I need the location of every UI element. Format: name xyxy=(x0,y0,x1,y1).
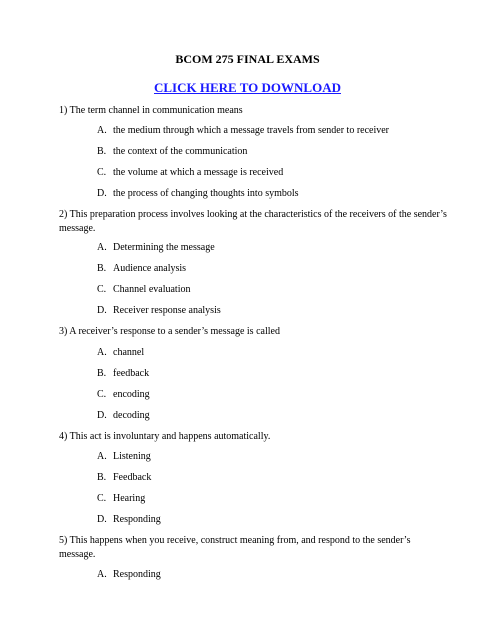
option-text: the volume at which a message is received xyxy=(113,167,284,178)
question-4-option-d[interactable] xyxy=(97,513,161,527)
option-text: decoding xyxy=(113,410,150,421)
option-text: the context of the communication xyxy=(113,146,248,157)
question-1-option-d[interactable] xyxy=(97,187,299,201)
option-letter: D. xyxy=(97,305,107,316)
option-letter: B. xyxy=(97,368,107,379)
option-letter: A. xyxy=(97,451,107,462)
question-4-option-c[interactable] xyxy=(97,492,145,506)
option-letter: C. xyxy=(97,167,107,178)
option-letter: D. xyxy=(97,410,107,421)
option-letter: C. xyxy=(97,284,107,295)
option-text: Listening xyxy=(113,451,151,462)
question-2-option-c[interactable] xyxy=(97,283,190,297)
question-4-option-a[interactable] xyxy=(97,450,151,464)
question-3-option-a[interactable] xyxy=(97,346,144,360)
question-4-option-b[interactable] xyxy=(97,471,151,485)
option-letter: A. xyxy=(97,347,107,358)
question-3: 3) A receiver’s response to a sender’s message is called xyxy=(59,326,280,337)
question-2-option-b[interactable] xyxy=(97,262,186,276)
option-text: Responding xyxy=(113,569,161,580)
question-1-option-b[interactable] xyxy=(97,145,247,159)
option-letter: D. xyxy=(97,188,107,199)
option-text: Audience analysis xyxy=(113,263,187,274)
question-1-option-c[interactable] xyxy=(97,166,283,180)
option-letter: D. xyxy=(97,514,107,525)
page-title: BCOM 275 FINAL EXAMS xyxy=(175,52,320,66)
question-3-option-b[interactable] xyxy=(97,367,149,381)
question-5: 5) This happens when you receive, construct meaning from, and respond to the sender’s message. xyxy=(59,535,411,560)
question-5-option-a[interactable] xyxy=(97,568,161,582)
option-text: Feedback xyxy=(113,472,152,483)
option-letter: C. xyxy=(97,389,107,400)
option-letter: B. xyxy=(97,146,107,157)
option-text: encoding xyxy=(113,389,150,400)
download-link[interactable]: CLICK HERE TO DOWNLOAD xyxy=(154,80,341,95)
option-text: Channel evaluation xyxy=(113,284,191,295)
question-1-option-a[interactable] xyxy=(97,124,389,138)
question-2: 2) This preparation process involves looking at the characteristics of the receivers of the sender’s message. xyxy=(59,209,447,234)
question-2-option-a[interactable] xyxy=(97,241,215,255)
option-letter: B. xyxy=(97,263,107,274)
option-letter: A. xyxy=(97,569,107,580)
option-text: Responding xyxy=(113,514,161,525)
option-letter: C. xyxy=(97,493,107,504)
option-text: Hearing xyxy=(113,493,146,504)
option-text: feedback xyxy=(113,368,150,379)
question-3-option-c[interactable] xyxy=(97,388,150,402)
option-letter: B. xyxy=(97,472,107,483)
option-text: Receiver response analysis xyxy=(113,305,221,316)
option-text: the medium through which a message travels from sender to receiver xyxy=(113,125,390,136)
option-text: the process of changing thoughts into symbols xyxy=(113,188,299,199)
option-letter: A. xyxy=(97,242,107,253)
question-1: 1) The term channel in communication means xyxy=(59,105,243,116)
question-3-option-d[interactable] xyxy=(97,409,150,423)
question-4: 4) This act is involuntary and happens automatically. xyxy=(59,431,271,442)
option-text: Determining the message xyxy=(113,242,215,253)
option-text: channel xyxy=(113,347,145,358)
question-2-option-d[interactable] xyxy=(97,304,221,318)
option-letter: A. xyxy=(97,125,107,136)
